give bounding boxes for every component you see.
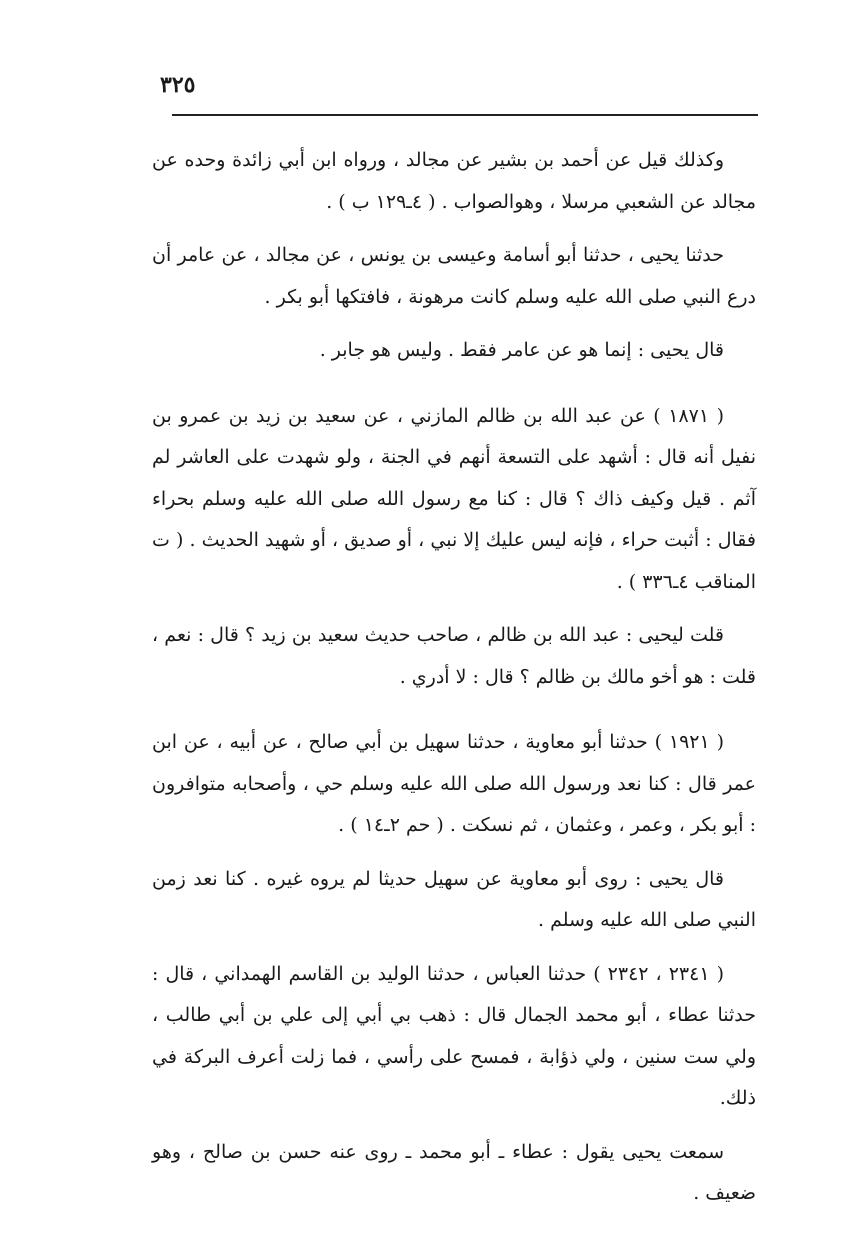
paragraph-3: قال يحيى : إنما هو عن عامر فقط . وليس هو جابر . (319, 339, 724, 361)
paragraph-2: حدثنا يحيى ، حدثنا أبو أسامة وعيسى بن يونس ، عن مجالد ، عن عامر أن درع النبي صلى الله عليه وسلم كانت مرهونة ، فافتكها أبو بكر . (152, 244, 756, 308)
paragraph-7: قال يحيى : روى أبو معاوية عن سهيل حديثا لم يروه غيره . كنا نعد زمن النبي صلى الله عليه وسلم . (152, 867, 756, 931)
paragraph-9: سمعت يحيى يقول : عطاء ـ أبو محمد ـ روى عنه حسن بن صالح ، وهو ضعيف . (152, 1140, 756, 1204)
paragraph-1: وكذلك قيل عن أحمد بن بشير عن مجالد ، ورواه ابن أبي زائدة وحده عن مجالد عن الشعبي مرسلا ، وهوالصواب . ( ٤ـ١٢٩ ب ) . (152, 149, 756, 213)
header-rule (172, 114, 758, 116)
paragraph-5: قلت ليحيى : عبد الله بن ظالم ، صاحب حديث سعيد بن زيد ؟ قال : نعم ، قلت : هو أخو مالك بن ظالم ؟ قال : لا أدري . (152, 624, 756, 688)
page-number: ٣٢٥ (160, 72, 196, 98)
paragraph-4: ( ١٨٧١ ) عن عبد الله بن ظالم المازني ، عن سعيد بن زيد بن عمرو بن نفيل أنه قال : أشهد على التسعة أنهم في الجنة ، ولو شهدت على العاشر لم آثم . قيل وكيف ذاك ؟ قال : كنا مع رسول الله صلى الله عليه وسلم بحراء فقال : أثبت حراء ، فإنه ليس عليك إلا نبي ، أو صديق ، أو شهيد الحديث . ( ت المناقب ٤ـ٣٣٦ ) . (152, 404, 756, 593)
text-body (152, 140, 756, 1215)
paragraph-8: ( ٢٣٤١ ، ٢٣٤٢ ) حدثنا العباس ، حدثنا الوليد بن القاسم الهمداني ، قال : حدثنا عطاء ، أبو محمد الجمال قال : ذهب بي أبي إلى علي بن أبي طالب ، ولي ست سنين ، ولي ذؤابة ، فمسح على رأسي ، فما زلت أعرف البركة في ذلك. (152, 962, 756, 1109)
paragraph-6: ( ١٩٢١ ) حدثنا أبو معاوية ، حدثنا سهيل بن أبي صالح ، عن أبيه ، عن ابن عمر قال : كنا نعد ورسول الله صلى الله عليه وسلم حي ، وأصحابه متوافرون : أبو بكر ، وعمر ، وعثمان ، ثم نسكت . ( حم ٢ـ١٤ ) . (152, 731, 756, 836)
